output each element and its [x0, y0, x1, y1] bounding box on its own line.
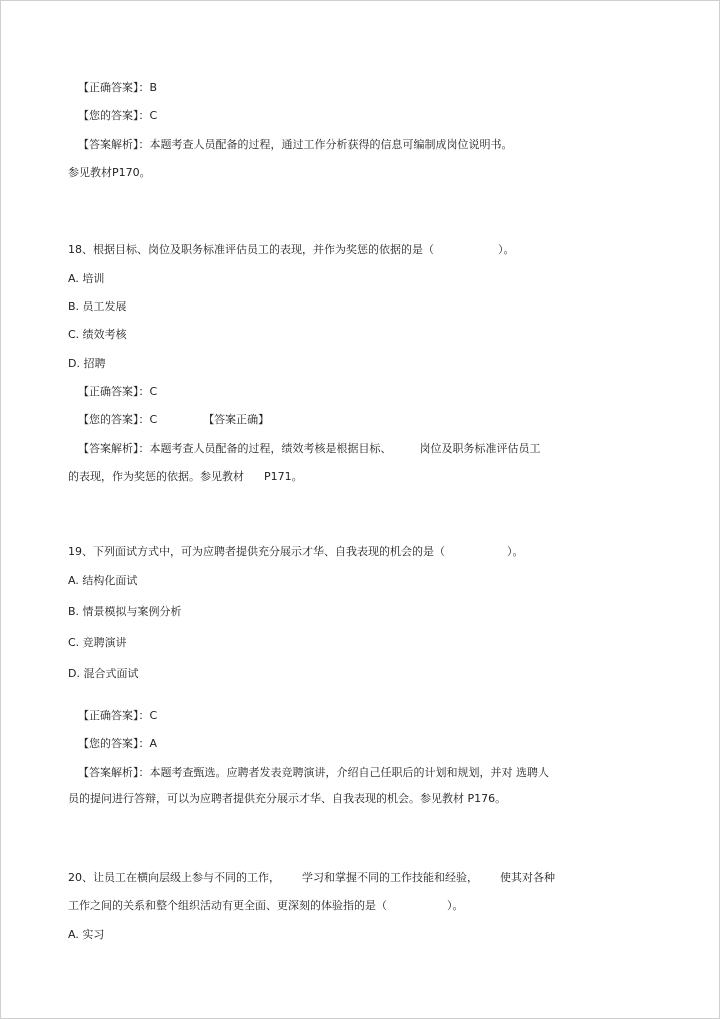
q20-question-line1: 20、让员工在横向层级上参与不同的工作， 学习和掌握不同的工作技能和经验， 使其对各种 [68, 871, 555, 884]
q17-explanation-line1: 【答案解析】：本题考查人员配备的过程，通过工作分析获得的信息可编制成岗位说明书。 [78, 138, 513, 151]
q18-option-c: C. 绩效考核 [68, 328, 127, 341]
q19-question: 19、下列面试方式中，可为应聘者提供充分展示才华、自我表现的机会的是（ ）。 [68, 545, 524, 558]
q17-correct-answer: 【正确答案】：B [78, 81, 158, 94]
q19-explanation-line2: 员的提问进行答辩，可以为应聘者提供充分展示才华、自我表现的机会。参见教材 P176。 [68, 792, 507, 805]
q18-explanation-line2: 的表现，作为奖惩的依据。参见教材 P171。 [68, 470, 303, 483]
q17-explanation-line2: 参见教材P170。 [68, 166, 151, 179]
q18-explanation-line1: 【答案解析】：本题考查人员配备的过程，绩效考核是根据目标、 岗位及职务标准评估员工 [78, 442, 541, 455]
q18-option-d: D. 招聘 [68, 357, 106, 370]
q19-option-a: A. 结构化面试 [68, 574, 138, 587]
q19-explanation-line1: 【答案解析】：本题考查甄选。应聘者发表竞聘演讲，介绍自己任职后的计划和规划，并对 选聘人 [78, 766, 549, 779]
q20-question-line2: 工作之间的关系和整个组织活动有更全面、更深刻的体验指的是（ ）。 [68, 899, 464, 912]
q19-option-c: C. 竞聘演讲 [68, 636, 127, 649]
q19-your-answer: 【您的答案】：A [78, 737, 158, 750]
q19-option-b: B. 情景模拟与案例分析 [68, 605, 182, 618]
q19-correct-answer: 【正确答案】：C [78, 709, 158, 722]
q18-result-badge: 【答案正确】 [203, 413, 270, 426]
q18-option-b: B. 员工发展 [68, 300, 127, 313]
q20-option-a: A. 实习 [68, 928, 105, 941]
q18-question: 18、根据目标、岗位及职务标准评估员工的表现，并作为奖惩的依据的是（ ）。 [68, 243, 515, 256]
q18-correct-answer: 【正确答案】：C [78, 385, 158, 398]
q18-option-a: A. 培训 [68, 272, 105, 285]
q17-your-answer: 【您的答案】：C [78, 109, 158, 122]
q19-option-d: D. 混合式面试 [68, 667, 139, 680]
q18-your-answer: 【您的答案】：C 【答案正确】 [78, 413, 270, 426]
